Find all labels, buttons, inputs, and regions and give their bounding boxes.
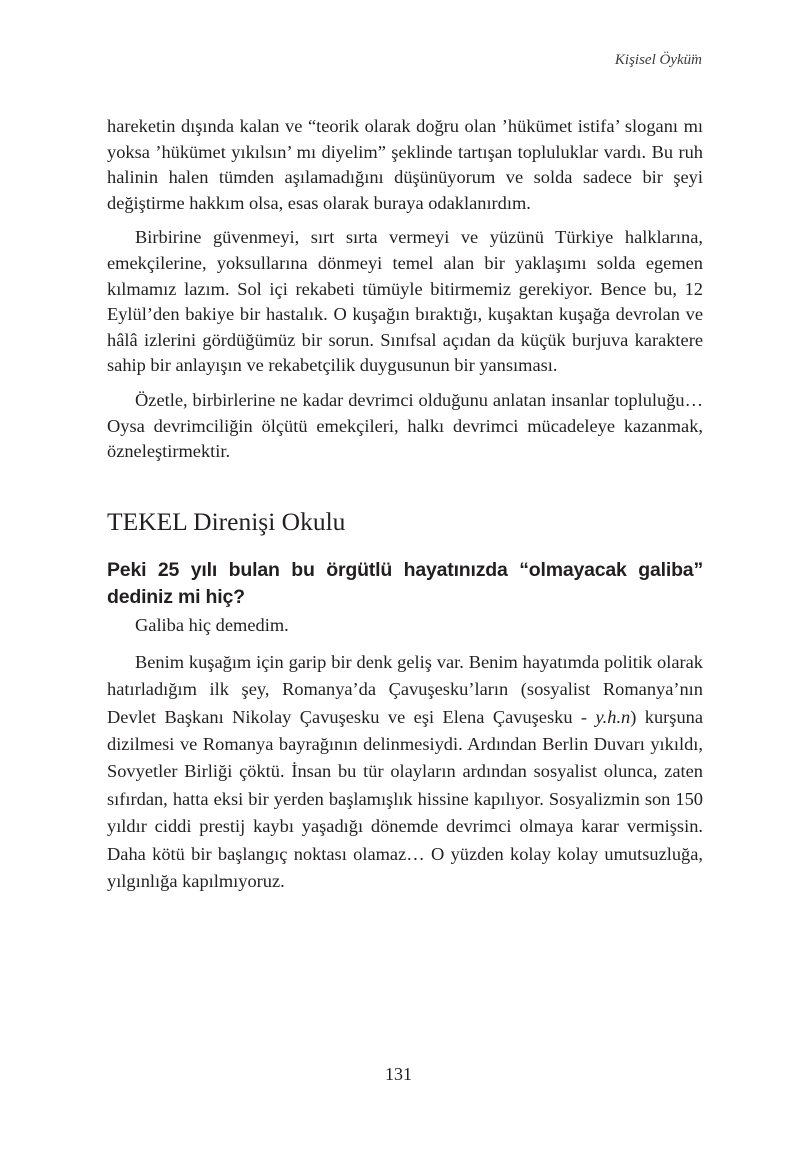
answer-text-part-1: Benim kuşağım için garip bir denk geliş var. Benim hayatımda politik olarak hatırladığım ilk şey, Romanya’da Çavuşesku’ların (sosyalist Romanya’nın Devlet Başkanı Nikolay Çavuşesku ve eşi Elena Çavuşesku - (107, 651, 703, 727)
body-paragraph-3: Özetle, birbirlerine ne kadar devrimci olduğunu anlatan insanlar topluluğu… Oysa devrimciliğin ölçütü emekçileri, halkı devrimci mücadeleye kazanmak, özneleştirmektir. (107, 389, 703, 462)
answer-abbreviation-italic: y.h.n (595, 706, 631, 727)
page-number: 131 (385, 1064, 412, 1084)
running-header-title: Kişisel Öykü̈m (614, 52, 702, 68)
body-paragraph-1: hareketin dışında kalan ve “teorik olarak doğru olan ’hükümet istifa’ sloganı mı yoksa ’hükümet yıkılsın’ mı diyelim” şeklinde tartışan topluluklar vardı. Bu ruh halinin halen tümden aşılamadığını düşünüyorum ve solda sadece bir şeyi değiştirme hakkım olsa, esas olarak buraya odaklanırdım. (107, 116, 703, 213)
section-title: TEKEL Direnişi Okulu (107, 506, 346, 536)
interview-answer-short: Galiba hiç demedim. (135, 614, 289, 635)
page-body (107, 114, 703, 895)
body-paragraph-2: Birbirine güvenmeyi, sırt sırta vermeyi ve yüzünü Türkiye halklarına, emekçilerine, yoksullarına dönmeyi temel alan bir yaklaşımı solda egemen kılmamız lazım. Sol içi rekabeti tümüyle bitirmemiz gerekiyor. Bence bu, 12 Eylül’den bakiye bir hastalık. O kuşağın bıraktığı, kuşaktan kuşağa devrolan ve hâlâ izlerini gördüğümüz bir sorun. Sınıfsal açıdan da küçük burjuva karaktere sahip bir anlayışın ve rekabetçilik duygusunun bir yansıması. (107, 227, 703, 376)
interview-answer-long (107, 649, 703, 896)
answer-text-part-2: ) kurşuna dizilmesi ve Romanya bayrağının delinmesiydi. Ardından Berlin Duvarı yıkıldı, Sovyetler Birliği çöktü. İnsan bu tür olayların ardından sosyalist olunca, zaten sıfırdan, hatta eksi bir yerden başlamışlık hissine kapılıyor. Sosyalizmin son 150 yıldır ciddi prestij kaybı yaşadığı dönemde devrimci olmaya karar vermişsin. Daha kötü bir başlangıç noktası olamaz… O yüzden kolay kolay umutsuzluğa, yılgınlığa kapılmıyoruz. (107, 706, 704, 891)
interview-question: Peki 25 yılı bulan bu örgütlü hayatınızda “olmayacak galiba” dediniz mi hiç? (107, 558, 703, 609)
